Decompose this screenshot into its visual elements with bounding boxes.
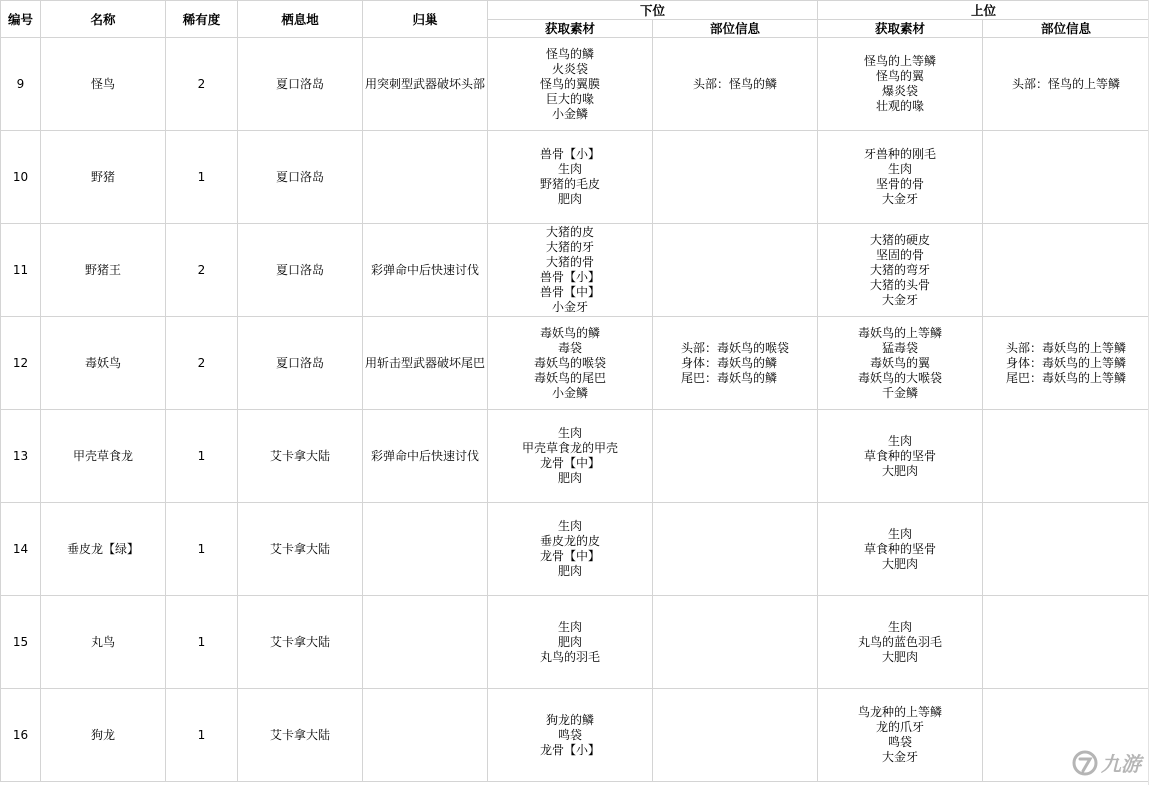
cell-low-parts[interactable] bbox=[653, 224, 818, 317]
material-line: 坚固的骨 bbox=[876, 247, 925, 262]
material-line: 生肉 bbox=[888, 433, 913, 448]
cell-high-parts[interactable] bbox=[983, 224, 1149, 317]
material-line: 丸鸟的羽毛 bbox=[539, 649, 600, 664]
material-line: 生肉 bbox=[557, 619, 582, 634]
cell-name[interactable]: 怪鸟 bbox=[41, 38, 166, 131]
header-row-1 bbox=[1, 1, 1149, 20]
material-line: 毒妖鸟的大喉袋 bbox=[858, 370, 943, 385]
material-line: 巨大的喙 bbox=[545, 91, 594, 106]
cell-high-parts[interactable] bbox=[983, 317, 1149, 410]
cell-rarity[interactable]: 1 bbox=[166, 689, 238, 782]
watermark bbox=[1071, 748, 1141, 777]
header-low-materials[interactable]: 获取素材 bbox=[488, 20, 653, 38]
jiuyou-logo-icon bbox=[1071, 749, 1099, 777]
material-line: 龙骨【小】 bbox=[539, 742, 600, 757]
material-line: 丸鸟的蓝色羽毛 bbox=[858, 634, 943, 649]
material-line: 龙骨【中】 bbox=[539, 549, 600, 563]
material-line: 小金鳞 bbox=[551, 385, 588, 400]
cell-nest[interactable] bbox=[363, 131, 488, 224]
material-line: 大金牙 bbox=[882, 192, 919, 206]
cell-rarity[interactable]: 1 bbox=[166, 131, 238, 224]
cell-id[interactable]: 10 bbox=[1, 131, 41, 224]
cell-high-materials[interactable] bbox=[818, 596, 983, 689]
header-high-parts[interactable]: 部位信息 bbox=[983, 20, 1149, 38]
material-line: 小金鳞 bbox=[551, 106, 588, 121]
material-line: 野猪的毛皮 bbox=[539, 177, 600, 191]
cell-low-materials[interactable] bbox=[488, 410, 653, 503]
material-line: 大猪的头骨 bbox=[870, 277, 931, 292]
material-line: 毒妖鸟的尾巴 bbox=[533, 370, 606, 385]
table-row bbox=[1, 503, 1149, 596]
material-line: 小金牙 bbox=[551, 300, 588, 314]
cell-high-parts[interactable] bbox=[983, 131, 1149, 224]
parts-list bbox=[693, 77, 777, 92]
cell-id[interactable]: 13 bbox=[1, 410, 41, 503]
part-line: 身体：毒妖鸟的鳞 bbox=[681, 355, 778, 370]
part-line: 尾巴：毒妖鸟的鳞 bbox=[681, 370, 778, 385]
part-line: 头部：怪鸟的上等鳞 bbox=[1012, 76, 1121, 91]
material-line: 牙兽种的刚毛 bbox=[864, 147, 937, 161]
material-line: 生肉 bbox=[557, 426, 582, 440]
material-line: 肥肉 bbox=[557, 471, 582, 485]
material-line: 爆炎袋 bbox=[882, 84, 919, 98]
part-line: 身体：毒妖鸟的上等鳞 bbox=[1006, 355, 1127, 370]
cell-id[interactable]: 15 bbox=[1, 596, 41, 689]
table-row bbox=[1, 410, 1149, 503]
material-line: 草食种的坚骨 bbox=[864, 541, 937, 556]
cell-habitat[interactable]: 艾卡拿大陆 bbox=[238, 503, 363, 596]
material-line: 大猪的骨 bbox=[545, 255, 594, 269]
cell-habitat[interactable]: 夏口洛岛 bbox=[238, 317, 363, 410]
watermark-text: 九游 bbox=[1101, 752, 1141, 776]
material-line: 垂皮龙的皮 bbox=[539, 534, 600, 548]
part-line: 尾巴：毒妖鸟的上等鳞 bbox=[1006, 370, 1127, 385]
cell-low-materials[interactable] bbox=[488, 224, 653, 317]
cell-habitat[interactable]: 艾卡拿大陆 bbox=[238, 689, 363, 782]
material-line: 兽骨【小】 bbox=[539, 270, 600, 284]
cell-low-materials[interactable] bbox=[488, 317, 653, 410]
material-line: 龙骨【中】 bbox=[539, 456, 600, 470]
material-line: 生肉 bbox=[557, 162, 582, 176]
material-line: 龙的爪牙 bbox=[876, 720, 925, 734]
table-row bbox=[1, 224, 1149, 317]
material-line: 草食种的坚骨 bbox=[864, 448, 937, 463]
cell-high-materials[interactable] bbox=[818, 503, 983, 596]
material-line: 生肉 bbox=[888, 162, 913, 176]
cell-nest[interactable]: 用突刺型武器破坏头部 bbox=[363, 38, 488, 131]
material-line: 火炎袋 bbox=[551, 61, 588, 76]
header-rarity[interactable]: 稀有度 bbox=[166, 1, 238, 38]
parts-list bbox=[1012, 77, 1120, 92]
cell-low-materials[interactable] bbox=[488, 596, 653, 689]
cell-name[interactable]: 垂皮龙【绿】 bbox=[41, 503, 166, 596]
material-line: 生肉 bbox=[888, 619, 913, 634]
cell-high-materials[interactable] bbox=[818, 131, 983, 224]
material-line: 怪鸟的鳞 bbox=[545, 46, 594, 61]
header-nest[interactable]: 归巢 bbox=[363, 1, 488, 38]
cell-habitat[interactable]: 夏口洛岛 bbox=[238, 38, 363, 131]
material-line: 怪鸟的翼膜 bbox=[539, 76, 600, 91]
material-line: 大肥肉 bbox=[882, 463, 919, 478]
cell-nest[interactable]: 用斩击型武器破坏尾巴 bbox=[363, 317, 488, 410]
material-line: 兽骨【小】 bbox=[539, 147, 600, 161]
cell-rarity[interactable]: 1 bbox=[166, 410, 238, 503]
material-line: 大猪的皮 bbox=[545, 225, 594, 239]
cell-rarity[interactable]: 1 bbox=[166, 503, 238, 596]
material-line: 毒妖鸟的上等鳞 bbox=[858, 325, 943, 340]
cell-name[interactable]: 野猪 bbox=[41, 131, 166, 224]
material-line: 壮观的喙 bbox=[876, 99, 925, 113]
material-line: 肥肉 bbox=[557, 634, 582, 649]
cell-low-parts[interactable] bbox=[653, 596, 818, 689]
cell-low-parts[interactable] bbox=[653, 410, 818, 503]
material-line: 鸣袋 bbox=[888, 735, 913, 749]
header-high-materials[interactable]: 获取素材 bbox=[818, 20, 983, 38]
material-line: 毒袋 bbox=[557, 340, 582, 355]
cell-name[interactable]: 野猪王 bbox=[41, 224, 166, 317]
material-line: 千金鳞 bbox=[882, 385, 919, 400]
cell-high-parts[interactable] bbox=[983, 596, 1149, 689]
cell-high-materials[interactable] bbox=[818, 38, 983, 131]
material-line: 生肉 bbox=[557, 519, 582, 533]
cell-low-parts[interactable] bbox=[653, 689, 818, 782]
material-line: 生肉 bbox=[888, 526, 913, 541]
table-row bbox=[1, 131, 1149, 224]
material-line: 大金牙 bbox=[882, 750, 919, 764]
material-line: 兽骨【中】 bbox=[539, 285, 600, 299]
material-line: 大猪的弯牙 bbox=[870, 262, 931, 277]
header-name[interactable]: 名称 bbox=[41, 1, 166, 38]
cell-low-materials[interactable] bbox=[488, 131, 653, 224]
material-line: 怪鸟的翼 bbox=[876, 69, 925, 83]
material-line: 大猪的硬皮 bbox=[870, 232, 931, 247]
cell-nest[interactable] bbox=[363, 503, 488, 596]
cell-high-materials[interactable] bbox=[818, 317, 983, 410]
cell-id[interactable]: 9 bbox=[1, 38, 41, 131]
part-line: 头部：毒妖鸟的上等鳞 bbox=[1006, 340, 1127, 355]
material-line: 鸣袋 bbox=[557, 727, 582, 742]
header-id[interactable]: 编号 bbox=[1, 1, 41, 38]
cell-nest[interactable]: 彩弹命中后快速讨伐 bbox=[363, 410, 488, 503]
cell-name[interactable]: 甲壳草食龙 bbox=[41, 410, 166, 503]
part-line: 头部：毒妖鸟的喉袋 bbox=[681, 340, 790, 355]
cell-rarity[interactable]: 2 bbox=[166, 38, 238, 131]
material-line: 怪鸟的上等鳞 bbox=[864, 54, 937, 68]
material-line: 大肥肉 bbox=[882, 649, 919, 664]
material-line: 大肥肉 bbox=[882, 556, 919, 571]
part-line: 头部：怪鸟的鳞 bbox=[693, 76, 778, 91]
cell-high-materials[interactable] bbox=[818, 224, 983, 317]
header-habitat[interactable]: 栖息地 bbox=[238, 1, 363, 38]
parts-list bbox=[1006, 341, 1126, 386]
cell-habitat[interactable]: 夏口洛岛 bbox=[238, 131, 363, 224]
cell-low-materials[interactable] bbox=[488, 689, 653, 782]
table-row bbox=[1, 596, 1149, 689]
cell-rarity[interactable]: 2 bbox=[166, 317, 238, 410]
header-high-rank[interactable]: 上位 bbox=[818, 1, 1149, 20]
cell-nest[interactable]: 彩弹命中后快速讨伐 bbox=[363, 224, 488, 317]
cell-low-materials[interactable] bbox=[488, 38, 653, 131]
cell-high-materials[interactable] bbox=[818, 410, 983, 503]
cell-name[interactable]: 丸鸟 bbox=[41, 596, 166, 689]
cell-habitat[interactable]: 艾卡拿大陆 bbox=[238, 596, 363, 689]
cell-high-parts[interactable] bbox=[983, 38, 1149, 131]
material-line: 大猪的牙 bbox=[545, 240, 594, 254]
cell-low-parts[interactable] bbox=[653, 317, 818, 410]
cell-nest[interactable] bbox=[363, 689, 488, 782]
table-row bbox=[1, 689, 1149, 782]
material-line: 肥肉 bbox=[557, 564, 582, 578]
header-low-rank[interactable]: 下位 bbox=[488, 1, 818, 20]
material-line: 坚骨的骨 bbox=[876, 177, 925, 191]
cell-habitat[interactable]: 夏口洛岛 bbox=[238, 224, 363, 317]
table-row bbox=[1, 317, 1149, 410]
cell-id[interactable]: 12 bbox=[1, 317, 41, 410]
material-line: 肥肉 bbox=[557, 192, 582, 206]
cell-name[interactable]: 毒妖鸟 bbox=[41, 317, 166, 410]
material-line: 鸟龙种的上等鳞 bbox=[858, 705, 943, 719]
cell-habitat[interactable]: 艾卡拿大陆 bbox=[238, 410, 363, 503]
material-line: 猛毒袋 bbox=[882, 340, 919, 355]
material-line: 毒妖鸟的鳞 bbox=[539, 325, 600, 340]
material-line: 大金牙 bbox=[882, 292, 919, 307]
table-row bbox=[1, 38, 1149, 131]
header-low-parts[interactable]: 部位信息 bbox=[653, 20, 818, 38]
cell-rarity[interactable]: 2 bbox=[166, 224, 238, 317]
material-line: 狗龙的鳞 bbox=[545, 712, 594, 727]
cell-low-materials[interactable] bbox=[488, 503, 653, 596]
material-line: 毒妖鸟的翼 bbox=[870, 355, 931, 370]
material-line: 毒妖鸟的喉袋 bbox=[533, 355, 606, 370]
material-line: 甲壳草食龙的甲壳 bbox=[521, 441, 618, 455]
cell-low-parts[interactable] bbox=[653, 38, 818, 131]
cell-id[interactable]: 11 bbox=[1, 224, 41, 317]
cell-name[interactable]: 狗龙 bbox=[41, 689, 166, 782]
cell-high-parts[interactable] bbox=[983, 503, 1149, 596]
cell-low-parts[interactable] bbox=[653, 131, 818, 224]
cell-high-materials[interactable] bbox=[818, 689, 983, 782]
cell-high-parts[interactable] bbox=[983, 410, 1149, 503]
cell-low-parts[interactable] bbox=[653, 503, 818, 596]
cell-id[interactable]: 16 bbox=[1, 689, 41, 782]
cell-nest[interactable] bbox=[363, 596, 488, 689]
cell-id[interactable]: 14 bbox=[1, 503, 41, 596]
parts-list bbox=[681, 341, 789, 386]
cell-rarity[interactable]: 1 bbox=[166, 596, 238, 689]
